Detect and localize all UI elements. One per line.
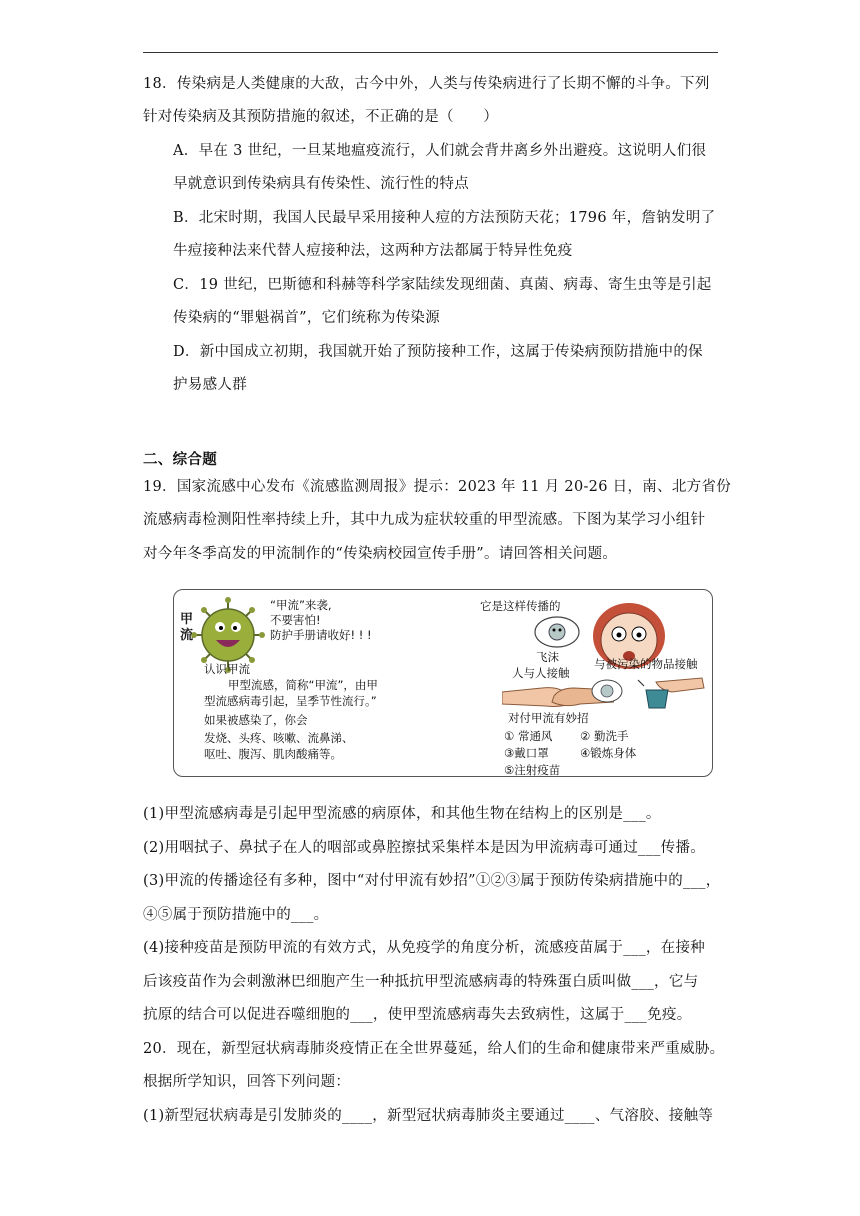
- q19-sub4-line2: 后该疫苗作为会刺激淋巴细胞产生一种抵抗甲型流感病毒的特殊蛋白质叫做___，它与: [143, 974, 699, 990]
- q20-stem-line2: 根据所学知识，回答下列问题：: [143, 1074, 351, 1090]
- q18-option-b-line1: B．北宋时期，我国人民最早采用接种人痘的方法预防天花；1796 年，詹钠发明了: [173, 210, 716, 226]
- q18-option-b-line2: 牛痘接种法来代替人痘接种法，这两种方法都属于特异性免疫: [173, 243, 573, 259]
- q19-sub4-line3: 抗原的结合可以促进吞噬细胞的___，使甲型流感病毒失去致病性，这属于___免疫。: [143, 1007, 692, 1023]
- slogan-line1: “甲流”来袭,: [270, 598, 332, 612]
- q19-sub3-line2: ④⑤属于预防措施中的___。: [143, 907, 329, 923]
- q19-stem-line3: 对今年冬季高发的甲流制作的“传染病校园宣传手册”。请回答相关问题。: [143, 546, 618, 562]
- tip-vaccine: ⑤注射疫苗: [504, 763, 561, 777]
- q19-stem-line2: 流感病毒检测阳性率持续上升，其中九成为症状较重的甲型流感。下图为某学习小组针: [143, 512, 706, 528]
- droplet-label: 飞沫: [536, 650, 559, 664]
- tip-ventilate: ① 常通风: [504, 729, 553, 743]
- q18-option-d-line1: D．新中国成立初期，我国就开始了预防接种工作，这属于传染病预防措施中的保: [173, 344, 703, 360]
- object-contact-label: 与被污染的物品接触: [594, 657, 698, 671]
- q19-sub4-line1: (4)接种疫苗是预防甲流的有效方式，从免疫学的角度分析，流感疫苗属于___，在接种: [143, 940, 706, 956]
- q19-stem-line1: 19．国家流感中心发布《流感监测周报》提示：2023 年 11 月 20-26 日，南、北方省份: [143, 479, 732, 495]
- q19-sub2: (2)用咽拭子、鼻拭子在人的咽部或鼻腔擦拭采集样本是因为甲流病毒可通过___传播。: [143, 840, 706, 856]
- header-rule: [143, 52, 718, 53]
- q18-option-a-line1: A．早在 3 世纪，一旦某地瘟疫流行，人们就会背井离乡外出避疫。这说明人们很: [173, 143, 707, 159]
- q18-stem-line2: 针对传染病及其预防措施的叙述，不正确的是（ ）: [143, 109, 499, 125]
- virus-label: 甲流: [180, 612, 194, 643]
- spread-title: 它是这样传播的: [480, 599, 561, 613]
- flu-poster: [173, 589, 713, 777]
- tip-wash-hands: ② 勤洗手: [580, 729, 629, 743]
- know-title: 认识甲流: [204, 662, 250, 676]
- q19-sub1: (1)甲型流感病毒是引起甲型流感的病原体，和其他生物在结构上的区别是___。: [143, 806, 661, 822]
- q18-option-a-line2: 早就意识到传染病具有传染性、流行性的特点: [173, 176, 469, 192]
- know-line2: 型流感病毒引起，呈季节性流行。”: [204, 694, 377, 708]
- tip-mask: ③戴口罩: [504, 746, 549, 760]
- symptom-line2: 呕吐、腹泻、肌肉酸痛等。: [204, 747, 342, 761]
- q18-option-c-line2: 传染病的“罪魁祸首”，它们统称为传染源: [173, 310, 441, 326]
- hand-cup-icon: [632, 676, 708, 710]
- tips-title: 对付甲流有妙招: [508, 711, 589, 725]
- know-line1: 甲型流感，简称“甲流”，由甲: [228, 678, 378, 692]
- germ-bubble-icon: [532, 614, 582, 652]
- infect-title: 如果被感染了，你会: [204, 713, 308, 727]
- section-title: 二、综合题: [143, 451, 217, 468]
- slogan-line3: 防护手册请收好! ! !: [270, 628, 372, 642]
- q20-stem-line1: 20．现在，新型冠状病毒肺炎疫情正在全世界蔓延，给人们的生命和健康带来严重威胁。: [143, 1041, 725, 1057]
- tip-exercise: ④锻炼身体: [580, 746, 637, 760]
- slogan-line2: 不要害怕!: [270, 613, 321, 627]
- q18-stem-line1: 18．传染病是人类健康的大敌，古今中外，人类与传染病进行了长期不懈的斗争。下列: [143, 76, 710, 92]
- q18-option-c-line1: C．19 世纪，巴斯德和科赫等科学家陆续发现细菌、真菌、病毒、寄生虫等是引起: [173, 277, 712, 293]
- symptom-line1: 发烧、头疼、咳嗽、流鼻涕、: [204, 731, 354, 745]
- person-contact-label: 人与人接触: [512, 666, 570, 680]
- q20-sub1: (1)新型冠状病毒是引发肺炎的____，新型冠状病毒肺炎主要通过____、气溶胶、接触等: [143, 1108, 714, 1124]
- germ-bubble-small-icon: [590, 678, 624, 704]
- q19-sub3-line1: (3)甲流的传播途径有多种，图中“对付甲流有妙招”①②③属于预防传染病措施中的___，: [143, 873, 721, 889]
- q18-option-d-line2: 护易感人群: [173, 377, 247, 393]
